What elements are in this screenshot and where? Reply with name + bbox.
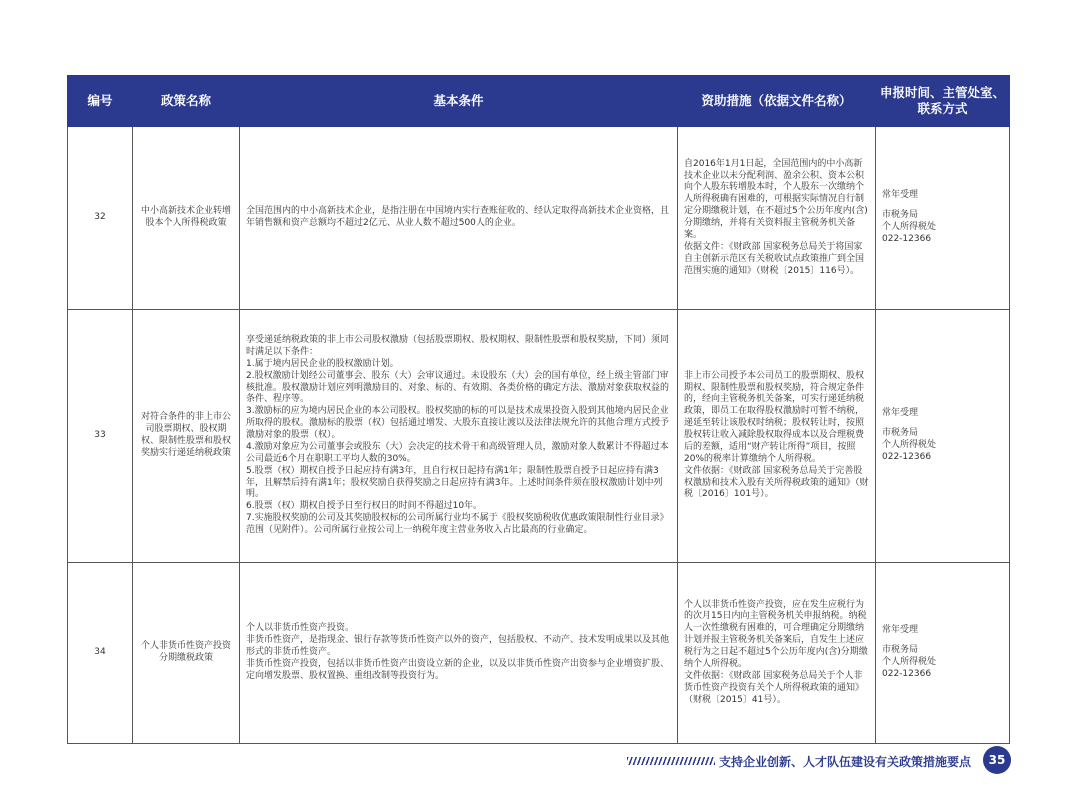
support-text: 非上市公司授予本公司员工的股票期权、股权期权、限制性股票和股权奖励，符合规定条件的，经向主管税务机关备案，可实行递延纳税政策，即员工在取得股权激励时可暂不纳税，递延至转让该股权时纳税；股权转让时，按照股权转让收入减除股权取得成本以及合理税费后的差额，适用“财产转让所得”项目，按照20%的税率计算缴纳个人所得税。 文件依据：《财政部 国家税务总局关于完善股权激励和技术入股有关所得税政策的通知》（财税〔2016〕101号）。 <box>684 370 869 500</box>
apply-time: 常年受理 <box>882 625 919 636</box>
condition-text: 全国范围内的中小高新技术企业，是指注册在中国境内实行查账征收的、经认定取得高新技术企业资格，且年销售额和资产总额均不超过2亿元、从业人数不超过500人的企业。 <box>246 206 670 228</box>
phone: 022-12366 <box>882 668 932 679</box>
phone: 022-12366 <box>882 451 932 462</box>
row-number: 32 <box>68 127 133 310</box>
condition-item: 5.股票（权）期权自授予日起应持有满3年，且自行权日起持有满1年；限制性股票自授予日起应持有满3年，且解禁后持有满1年；股权奖励自获得奖励之日起应持有满3年。上述时间条件须在股权激励计划中列明。 <box>246 465 663 500</box>
page-number-badge: 35 <box>983 746 1011 774</box>
department: 市税务局 个人所得税处 <box>882 210 937 232</box>
apply-time: 常年受理 <box>882 190 919 201</box>
condition-item: 2.股权激励计划经公司董事会、股东（大）会审议通过。未设股东（大）会的国有单位，经上级主管部门审核批准。股权激励计划应列明激励目的、对象、标的、有效期、各类价格的确定方法、激励对象获取权益的条件、程序等。 <box>246 370 670 405</box>
header-number: 编号 <box>68 76 133 127</box>
header-support-measures: 资助措施（依据文件名称） <box>678 76 876 127</box>
footer-title: 支持企业创新、人才队伍建设有关政策措施要点 <box>719 754 972 769</box>
basic-conditions <box>240 310 678 563</box>
apply-time: 常年受理 <box>882 408 919 419</box>
header-basic-conditions: 基本条件 <box>240 76 678 127</box>
condition-item: 7.实施股权奖励的公司及其奖励股权标的公司所属行业均不属于《股权奖励税收优惠政策限制性行业目录》范围（见附件）。公司所属行业按公司上一纳税年度主营业务收入占比最高的行业确定。 <box>246 513 669 536</box>
department: 市税务局 个人所得税处 <box>882 428 937 450</box>
phone: 022-12366 <box>882 233 932 244</box>
condition-item: 非货币性资产投资，包括以非货币性资产出资设立新的企业，以及以非货币性资产出资参与企业增资扩股、定向增发股票、股权置换、重组改制等投资行为。 <box>246 658 670 681</box>
policy-name: 对符合条件的非上市公司股票期权、股权期权、限制性股票和股权奖励实行递延纳税政策 <box>133 310 240 563</box>
condition-item: 3.激励标的应为境内居民企业的本公司股权。股权奖励的标的可以是技术成果投资入股到其他境内居民企业所取得的股权。激励标的股票（权）包括通过增发、大股东直接让渡以及法律法规允许的其他合理方式授予激励对象的股票（权）。 <box>246 406 670 441</box>
condition-text: 个人以非货币性资产投资。 <box>246 623 355 634</box>
policy-table <box>67 75 1010 744</box>
contact-info <box>876 127 1010 310</box>
row-number: 33 <box>68 310 133 563</box>
contact-info <box>876 310 1010 563</box>
condition-text: 享受递延纳税政策的非上市公司股权激励（包括股票期权、股权期权、限制性股票和股权奖励，下同）须同时满足以下条件： <box>246 335 670 357</box>
row-number: 34 <box>68 563 133 744</box>
support-measures <box>678 127 876 310</box>
department: 市税务局 个人所得税处 <box>882 645 937 667</box>
condition-item: 6.股票（权）期权自授予日至行权日的时间不得超过10年。 <box>246 501 483 512</box>
condition-item: 1.属于境内居民企业的股权激励计划。 <box>246 358 399 369</box>
decorative-stripes <box>627 757 715 765</box>
basic-conditions <box>240 127 678 310</box>
policy-name: 中小高新技术企业转增股本个人所得税政策 <box>133 127 240 310</box>
support-text: 自2016年1月1日起，全国范围内的中小高新技术企业以未分配利润、盈余公积、资本公积向个人股东转增股本时，个人股东一次缴纳个人所得税确有困难的，可根据实际情况自行制定分期缴税计划，在不超过5个公历年度内(含)分期缴纳，并将有关资料报主管税务机关备案。 依据文件：《财政部 国家税务总局关于将国家自主创新示范区有关税收试点政策推广到全国范围实施的通知》（财税〔2015〕116号）。 <box>684 158 868 276</box>
header-contact: 申报时间、主管处室、联系方式 <box>876 76 1010 127</box>
table-header-row <box>68 76 1010 127</box>
contact-info <box>876 563 1010 744</box>
table-row <box>68 310 1010 563</box>
table-row <box>68 127 1010 310</box>
header-policy-name: 政策名称 <box>133 76 240 127</box>
policy-name: 个人非货币性资产投资分期缴税政策 <box>133 563 240 744</box>
table-row <box>68 563 1010 744</box>
basic-conditions <box>240 563 678 744</box>
condition-item: 4.激励对象应为公司董事会或股东（大）会决定的技术骨干和高级管理人员，激励对象人数累计不得超过本公司最近6个月在职职工平均人数的30%。 <box>246 441 669 464</box>
support-measures <box>678 563 876 744</box>
condition-item: 非货币性资产，是指现金、银行存款等货币性资产以外的资产，包括股权、不动产、技术发明成果以及其他形式的非货币性资产。 <box>246 635 670 658</box>
support-measures <box>678 310 876 563</box>
support-text: 个人以非货币性资产投资，应在发生应税行为的次月15日内向主管税务机关申报纳税。纳税人一次性缴税有困难的，可合理确定分期缴纳计划并报主管税务机关备案后，自发生上述应税行为之日起不超过5个公历年度内(含)分期缴纳个人所得税。 文件依据：《财政部 国家税务总局关于个人非货币性资产投资有关个人所得税政策的通知》（财税〔2015〕41号）。 <box>684 599 868 705</box>
page-footer <box>627 748 971 774</box>
